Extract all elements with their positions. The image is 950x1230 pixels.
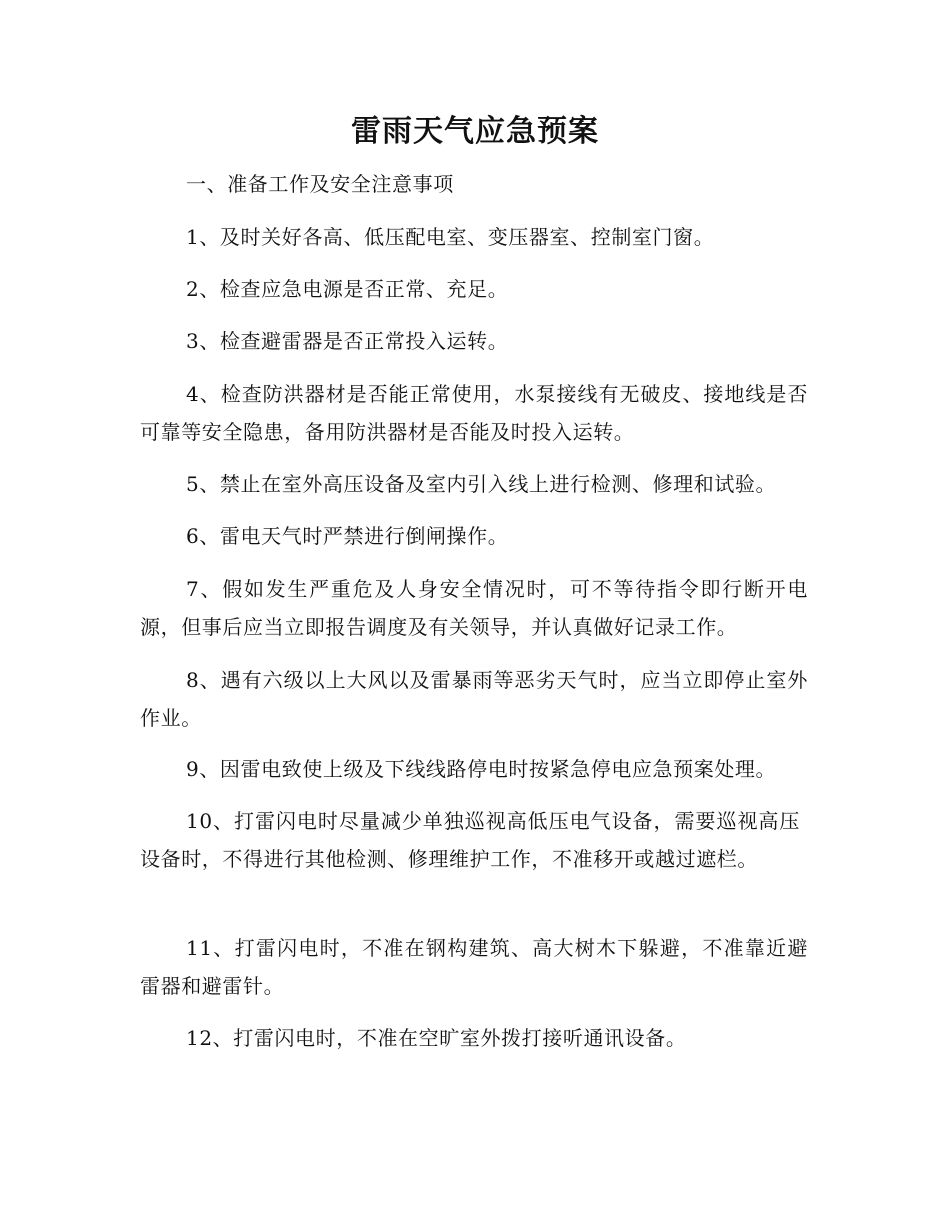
paragraph-item-7: 7、假如发生严重危及人身安全情况时，可不等待指令即行断开电源，但事后应当立即报告调度及有关领导，并认真做好记录工作。: [140, 577, 808, 639]
paragraph-item-10: 10、打雷闪电时尽量减少单独巡视高低压电气设备，需要巡视高压设备时，不得进行其他检测、修理维护工作，不准移开或越过遮栏。: [140, 809, 800, 871]
paragraph-item-8: 8、遇有六级以上大风以及雷暴雨等恶劣天气时，应当立即停止室外作业。: [140, 668, 808, 730]
paragraph-item-5: 5、禁止在室外高压设备及室内引入线上进行检测、修理和试验。: [186, 472, 777, 496]
paragraph-item-11: 11、打雷闪电时，不准在钢构建筑、高大树木下躲避，不准靠近避雷器和避雷针。: [140, 936, 808, 998]
section-heading: 一、准备工作及安全注意事项: [186, 172, 454, 196]
paragraph-item-2: 2、检查应急电源是否正常、充足。: [186, 277, 509, 301]
paragraph-item-3: 3、检查避雷器是否正常投入运转。: [186, 329, 509, 353]
paragraph-item-12: 12、打雷闪电时，不准在空旷室外拨打接听通讯设备。: [186, 1026, 687, 1050]
paragraph-item-1: 1、及时关好各高、低压配电室、变压器室、控制室门窗。: [186, 225, 715, 249]
paragraph-item-9: 9、因雷电致使上级及下线线路停电时按紧急停电应急预案处理。: [186, 757, 777, 781]
paragraph-item-6: 6、雷电天气时严禁进行倒闸操作。: [186, 524, 509, 548]
paragraph-item-4: 4、检查防洪器材是否能正常使用，水泵接线有无破皮、接地线是否可靠等安全隐患，备用防洪器材是否能及时投入运转。: [140, 382, 808, 444]
document-title: 雷雨天气应急预案: [351, 114, 599, 149]
